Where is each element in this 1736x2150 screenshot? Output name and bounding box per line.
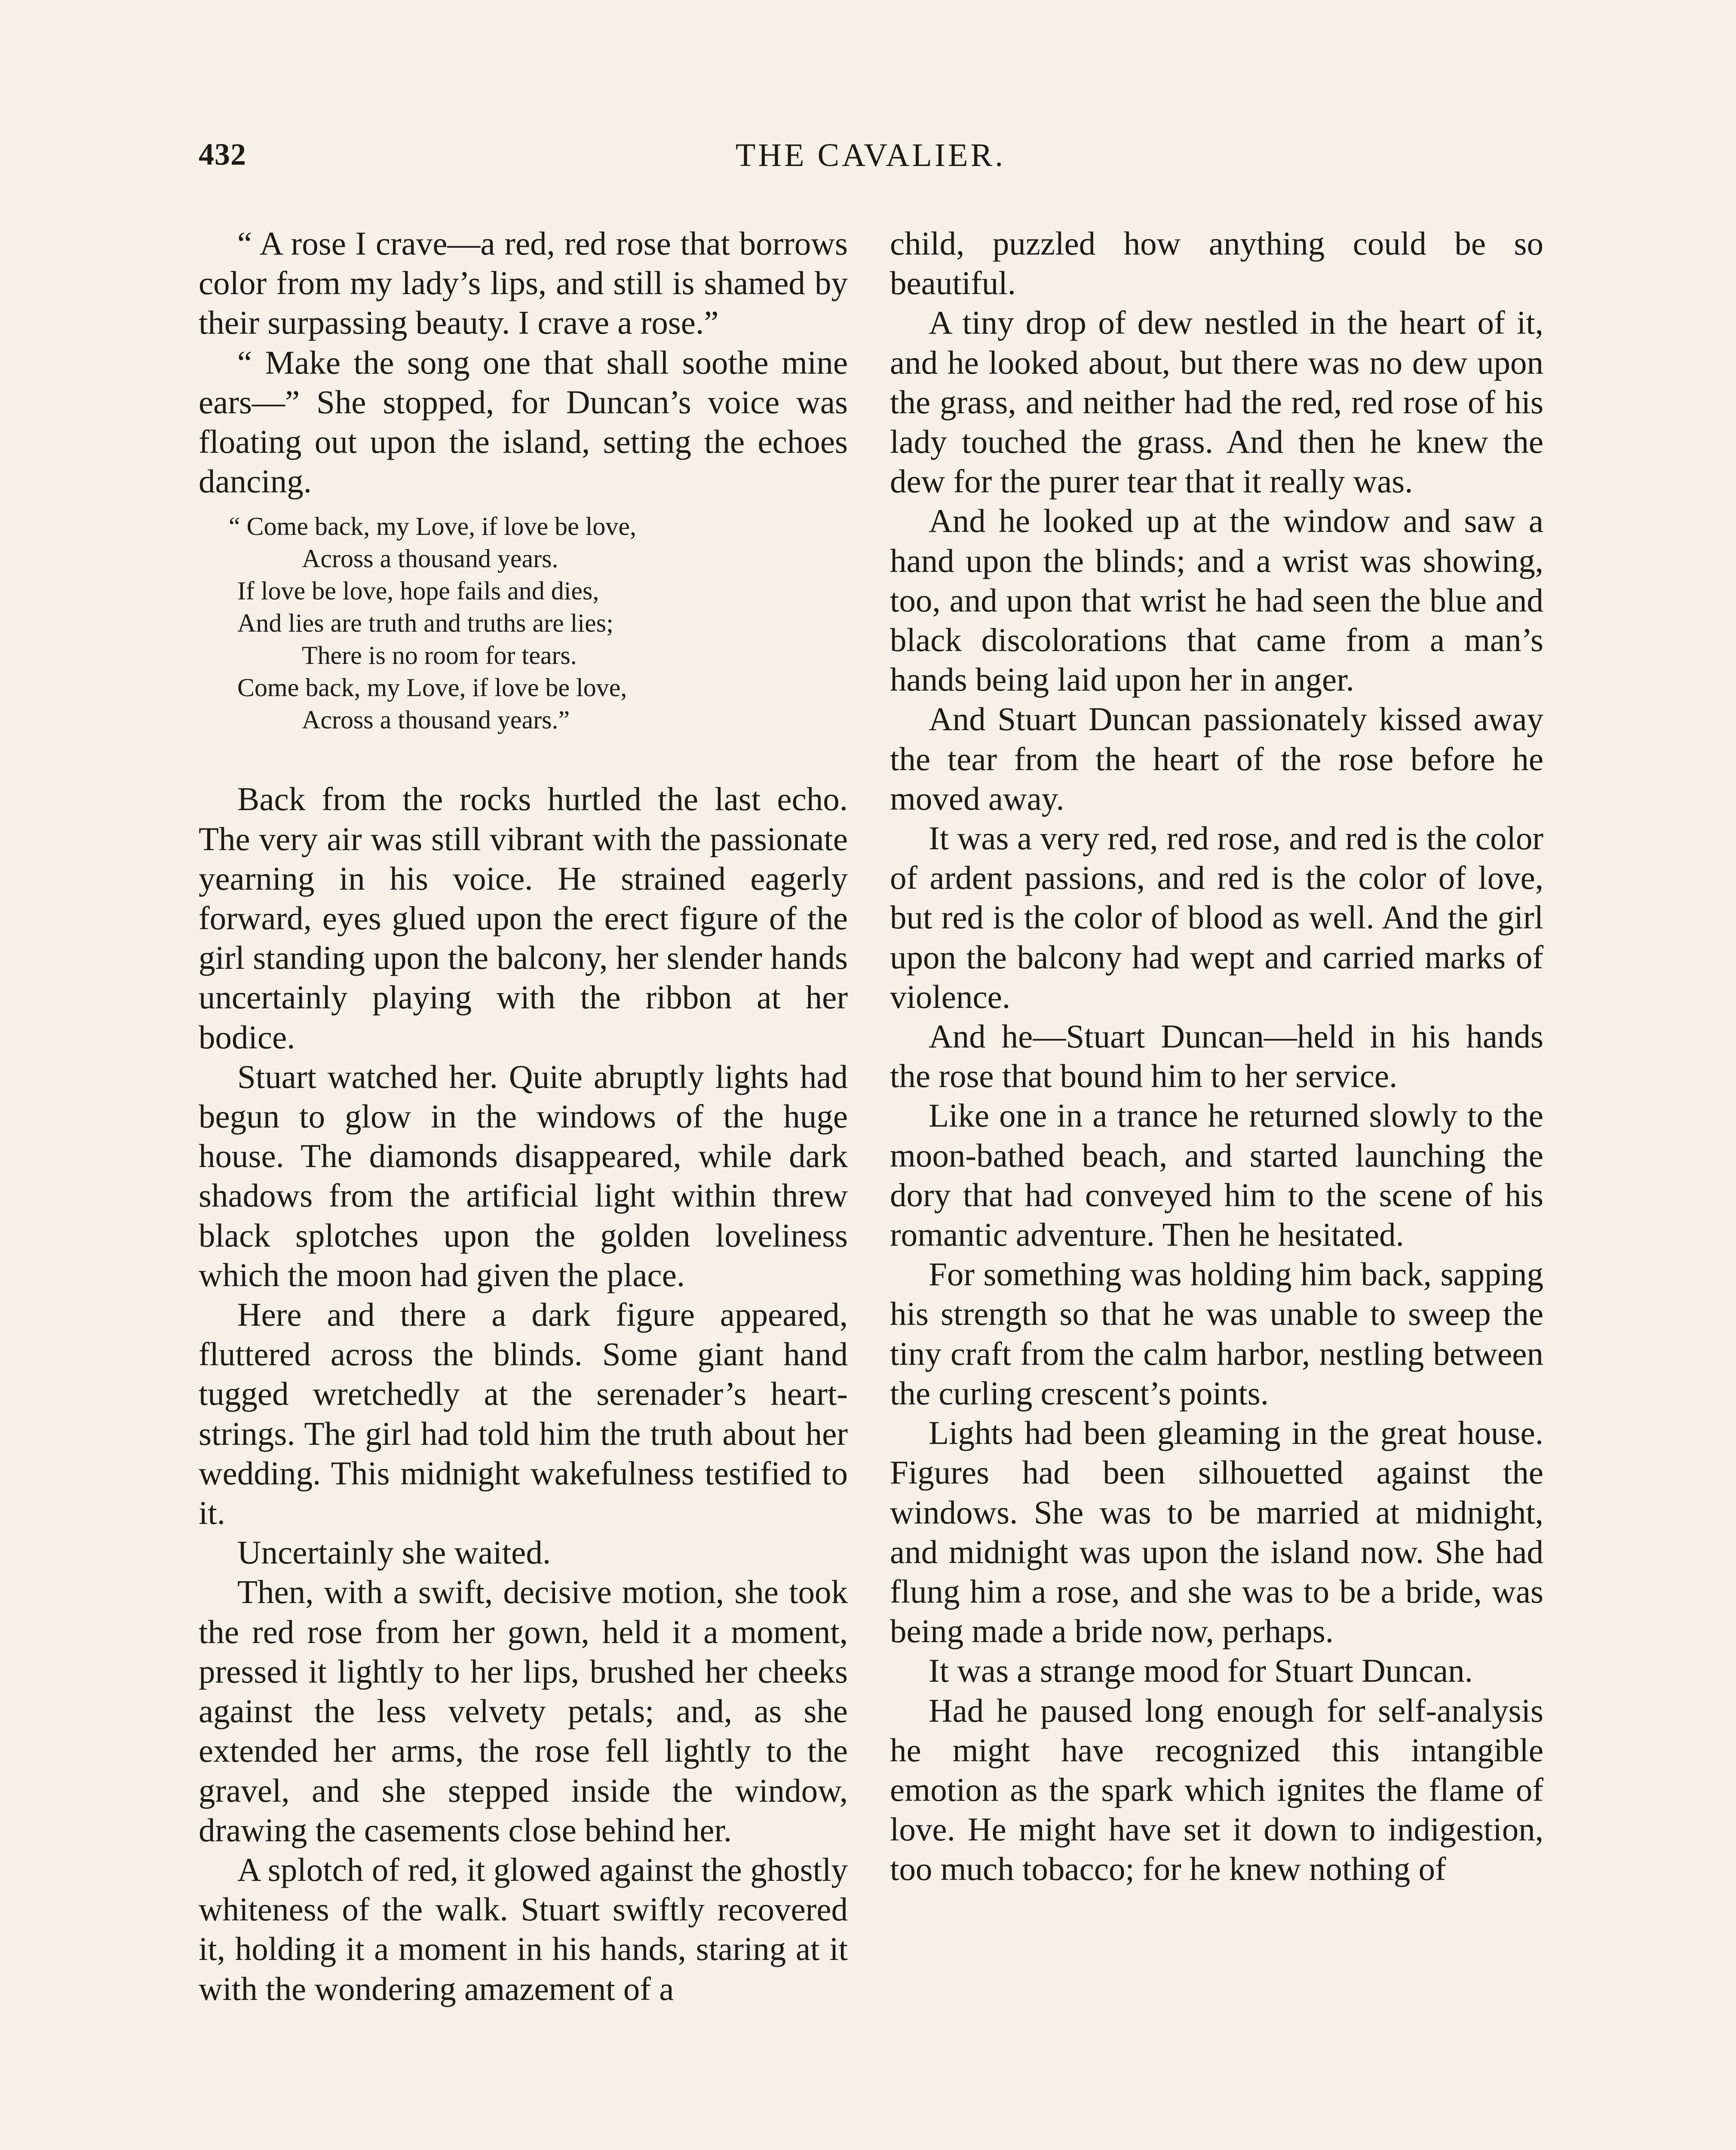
verse-line: And lies are truth and truths are lies;: [237, 609, 613, 638]
paragraph: And he—Stuart Duncan—held in his hands the rose that bound him to her service.: [890, 1018, 1543, 1095]
paragraph: A tiny drop of dew nestled in the heart of it, and he looked about, but there was no dew upon the grass, and neither had the red, red rose of his lady touched the grass. And then he knew the dew for the purer tear that it really was.: [890, 304, 1543, 500]
paragraph: It was a very red, red rose, and red is the color of ardent passions, and red is the color of love, but red is the color of blood as well. And the girl upon the balcony had wept and carried marks of violence.: [890, 820, 1543, 1015]
left-column: [199, 224, 848, 2009]
paragraph: “ Make the song one that shall soothe mine ears—” She stopped, for Duncan’s voice was floating out upon the island, setting the echoes dancing.: [199, 344, 848, 500]
paragraph: Uncertainly she waited.: [237, 1534, 551, 1571]
verse-line: Across a thousand years.: [302, 544, 558, 573]
paragraph: Then, with a swift, decisive motion, she took the red rose from her gown, held it a moment, pressed it lightly to her lips, brushed her cheeks against the less velvety petals; and, as she extended her arms, the rose fell lightly to the gravel, and she stepped inside the window, drawing the casements close behind her.: [199, 1573, 848, 1849]
verse-line: “ Come back, my Love, if love be love,: [229, 512, 637, 541]
page-header: [199, 137, 1543, 184]
verse-line: Across a thousand years.”: [302, 706, 570, 734]
paragraph-continuation: child, puzzled how anything could be so beautiful.: [890, 225, 1543, 302]
verse-line: If love be love, hope fails and dies,: [237, 577, 599, 605]
paragraph: For something was holding him back, sapping his strength so that he was unable to sweep the tiny craft from the calm harbor, nestling between the curling crescent’s points.: [890, 1256, 1543, 1412]
song-verse: [199, 510, 848, 736]
paragraph: Stuart watched her. Quite abruptly lights had begun to glow in the windows of the huge house. The diamonds disappeared, while dark shadows from the artificial light within threw black splotches upon the golden loveliness which the moon had given the place.: [199, 1058, 848, 1293]
paragraph: Back from the rocks hurtled the last echo. The very air was still vibrant with the passionate yearning in his voice. He strained eagerly forward, eyes glued upon the erect figure of the girl standing upon the balcony, her slender hands uncertainly playing with the ribbon at her bodice.: [199, 780, 848, 1056]
page-number: 432: [199, 137, 246, 172]
paragraph: It was a strange mood for Stuart Duncan.: [929, 1652, 1473, 1689]
paragraph: Lights had been gleaming in the great house. Figures had been silhouetted against the windows. She was to be married at midnight, and midnight was upon the island now. She had flung him a rose, and she was to be a bride, was being made a bride now, perhaps.: [890, 1414, 1543, 1650]
right-column: [890, 224, 1543, 1889]
paragraph: And Stuart Duncan passionately kissed away the tear from the heart of the rose before he moved away.: [890, 700, 1543, 817]
paragraph: Like one in a trance he returned slowly to the moon-bathed beach, and started launching the dory that had conveyed him to the scene of his romantic adventure. Then he hesitated.: [890, 1097, 1543, 1253]
verse-line: Come back, my Love, if love be love,: [237, 673, 627, 702]
paragraph: “ A rose I crave—a red, red rose that borrows color from my lady’s lips, and still is shamed by their surpassing beauty. I crave a rose.”: [199, 225, 848, 341]
paragraph: And he looked up at the window and saw a hand upon the blinds; and a wrist was showing, too, and upon that wrist he had seen the blue and black discolorations that came from a man’s hands being laid upon her in anger.: [890, 502, 1543, 698]
paragraph: Here and there a dark figure appeared, fluttered across the blinds. Some giant hand tugged wretchedly at the serenader’s heart-strings. The girl had told him the truth about her wedding. This midnight wakefulness testified to it.: [199, 1296, 848, 1532]
verse-line: There is no room for tears.: [302, 641, 577, 670]
running-title: THE CAVALIER.: [735, 137, 1006, 173]
paragraph: Had he paused long enough for self-analysis he might have recognized this intangible emotion as the spark which ignites the flame of love. He might have set it down to indigestion, too much tobacco; for he knew nothing of: [890, 1692, 1543, 1888]
paragraph: A splotch of red, it glowed against the ghostly whiteness of the walk. Stuart swiftly recovered it, holding it a moment in his hands, staring at it with the wondering amazement of a: [199, 1851, 848, 2007]
